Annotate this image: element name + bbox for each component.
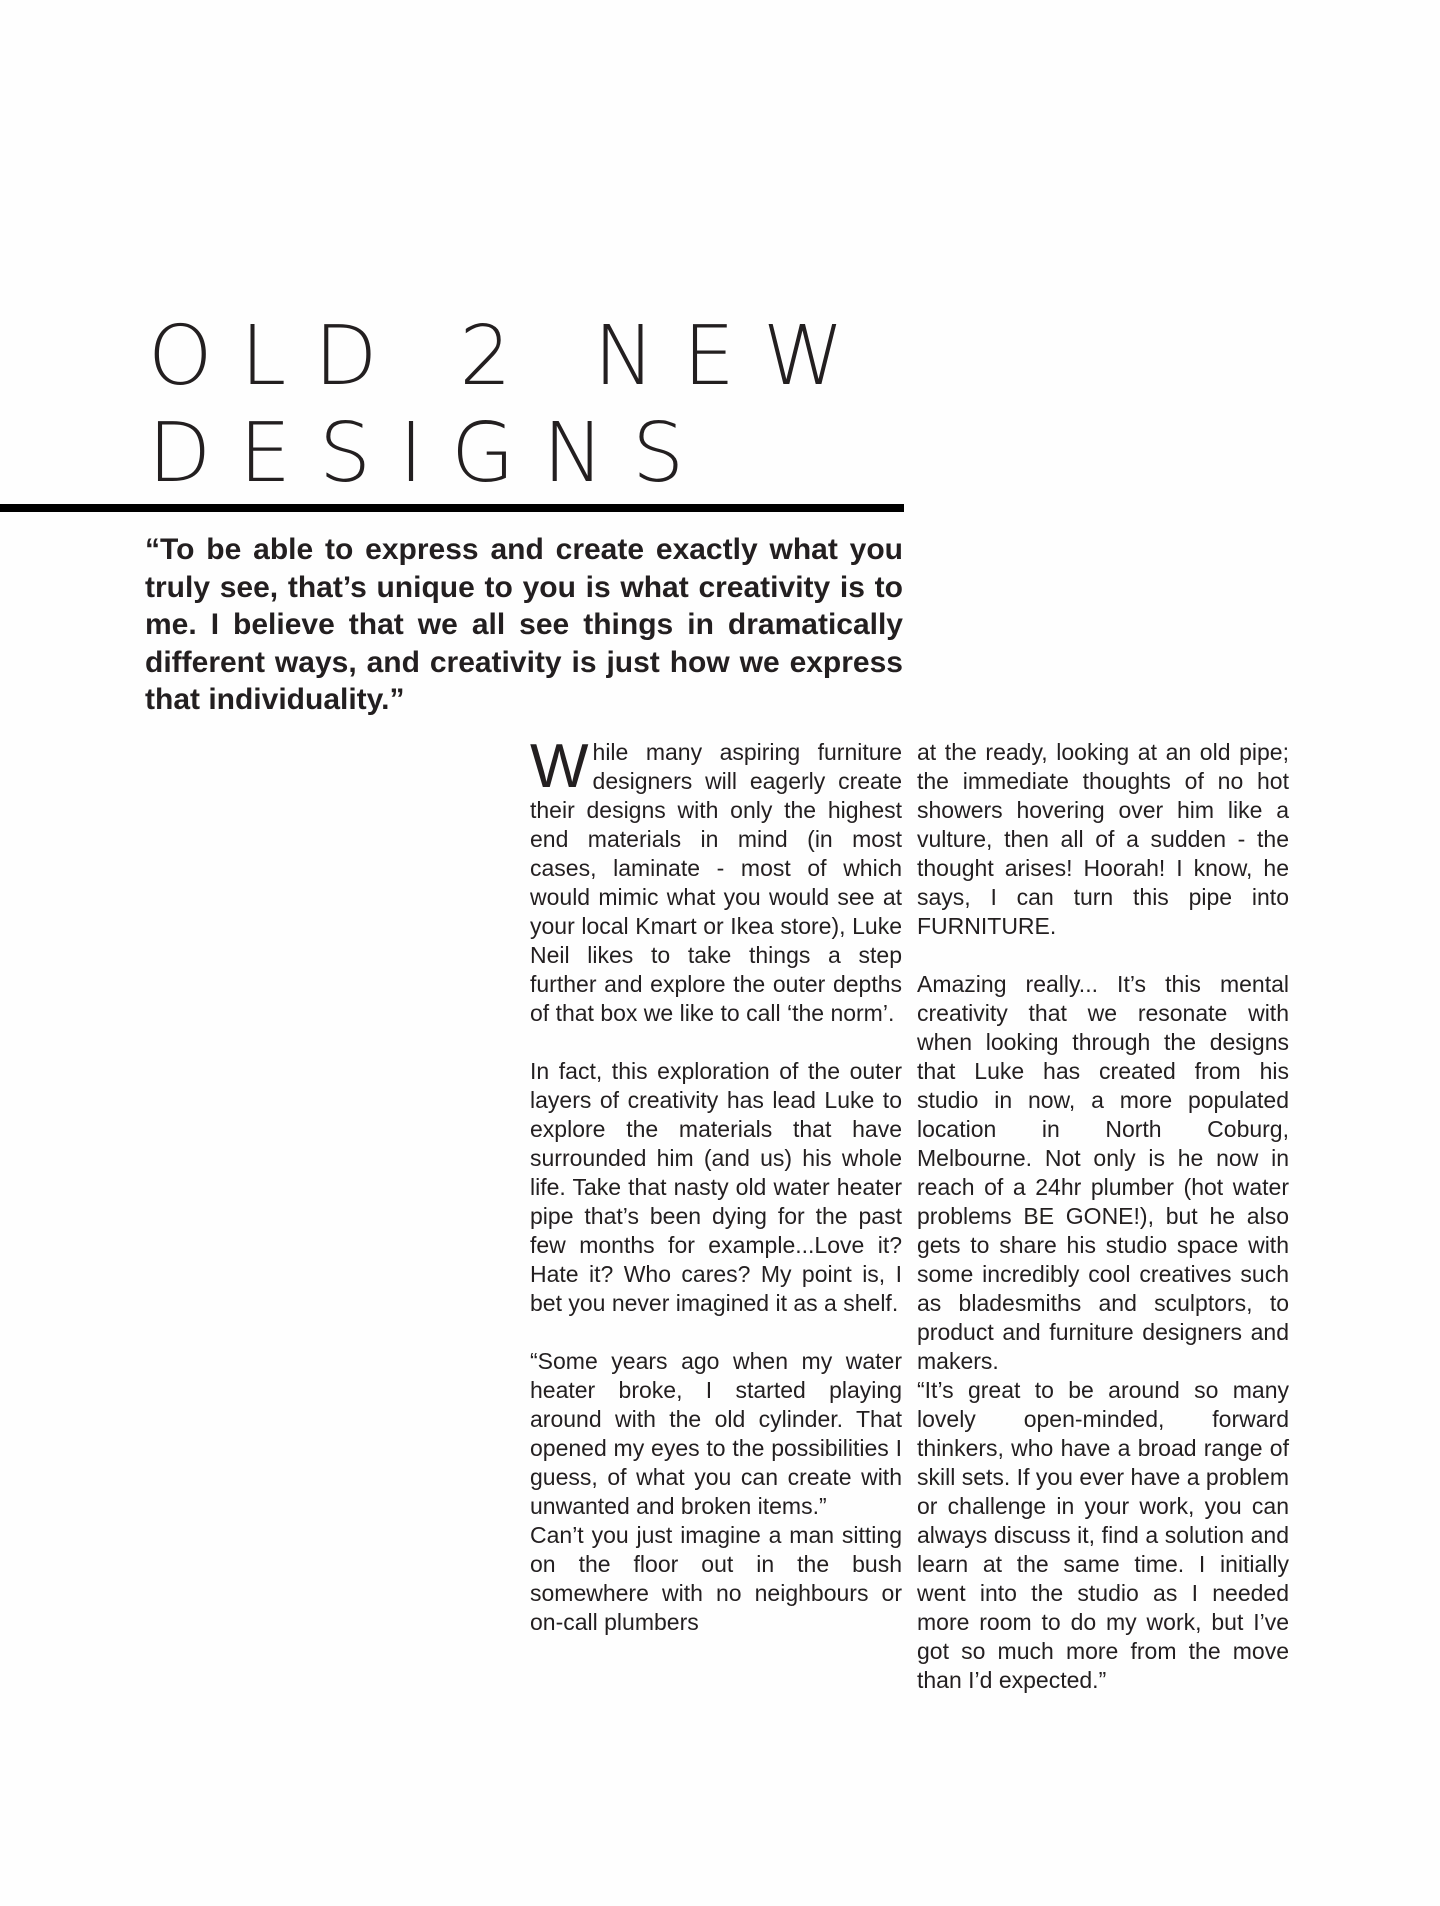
article-title-line-1: OLD 2 NEW — [148, 309, 872, 404]
paragraph-7: “It’s great to be around so many lovely open-minded, forward thinkers, who have a broad range of skill sets. If you ever have a problem or challenge in your work, you can always discuss it, find a solution and learn at the same time. I initially went into the studio as I needed more room to do my work, but I’ve got so much more from the move than I’d expected.” — [917, 1377, 1289, 1693]
pull-quote: “To be able to express and create exactly what you truly see, that’s unique to you is what creativity is to me. I believe that we all see things in dramatically different ways, and creativity is just how we express that individuality.” — [145, 533, 903, 716]
title-divider — [0, 504, 904, 512]
paragraph-6: Amazing really... It’s this mental creativity that we resonate with when looking through the designs that Luke has created from his studio in now, a more populated location in North Coburg, Melbourne. Not only is he now in reach of a 24hr plumber (hot water problems BE GONE!), but he also gets to share his studio space with some incredibly cool creatives such as bladesmiths and sculptors, to product and furniture designers and makers. — [917, 971, 1289, 1374]
article-title — [148, 308, 872, 502]
paragraph-5: at the ready, looking at an old pipe; the immediate thoughts of no hot showers hovering over him like a vulture, then all of a sudden - the thought arises! Hoorah! I know, he says, I can turn this pipe into FURNITURE. — [917, 739, 1289, 939]
paragraph-4: Can’t you just imagine a man sitting on the floor out in the bush somewhere with no neighbours or on-call plumbers — [530, 1522, 902, 1635]
paragraph-1-text: hile many aspiring furniture designers will eagerly create their designs with only the highest end materials in mind (in most cases, laminate - most of which would mimic what you would see at your local Kmart or Ikea store), Luke Neil likes to take things a step further and explore the outer depths of that box we like to call ‘the norm’. — [530, 739, 902, 1026]
article-column-left — [530, 732, 902, 1637]
article-column-right — [917, 738, 1289, 1695]
paragraph-1 — [530, 732, 902, 1028]
drop-cap: W — [530, 732, 589, 801]
paragraph-3: “Some years ago when my water heater broke, I started playing around with the old cylinder. That opened my eyes to the possibilities I guess, of what you can create with unwanted and broken items.” — [530, 1348, 902, 1519]
article-title-line-2: DESIGNS — [148, 406, 713, 501]
paragraph-2: In fact, this exploration of the outer layers of creativity has lead Luke to explore the materials that have surrounded him (and us) his whole life. Take that nasty old water heater pipe that’s been dying for the past few months for example...Love it? Hate it? Who cares? My point is, I bet you never imagined it as a shelf. — [530, 1058, 902, 1316]
